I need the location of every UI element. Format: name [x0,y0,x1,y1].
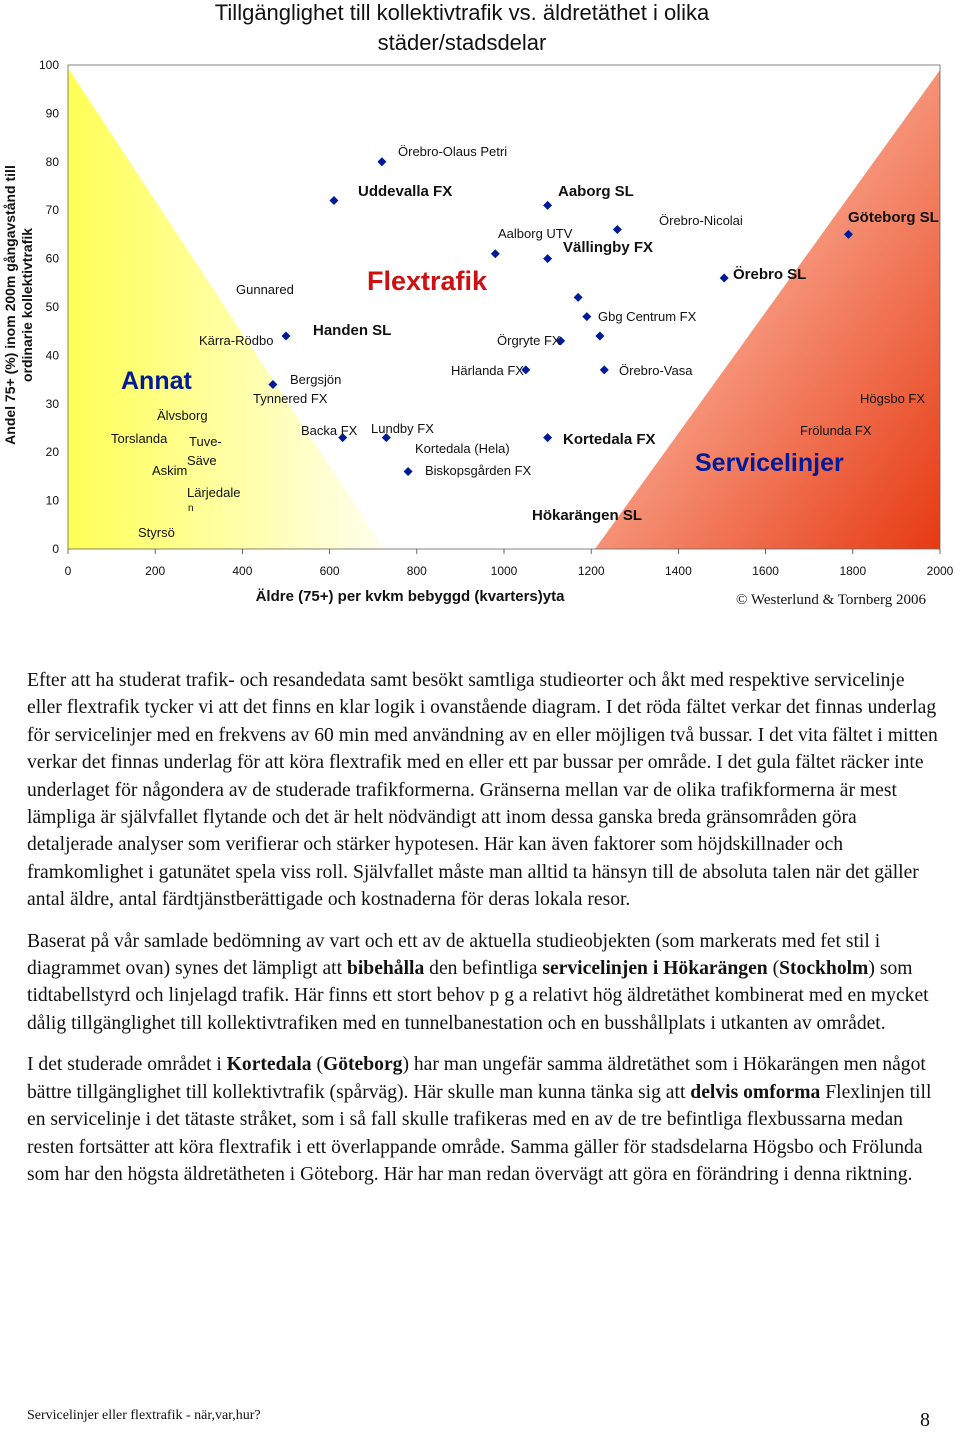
chart-title-line2: städer/stadsdelar [377,30,547,55]
x-tick-label: 600 [319,564,340,578]
y-tick-label: 40 [45,348,59,363]
point-label: Gbg Centrum FX [598,309,697,324]
text-run: Efter att ha studerat trafik- och resandedata samt besökt samtliga studieorter och åkt med respektive servicelinje eller flextrafik tycker vi att det finns en klar logik i ovanstående diagram. I det röda fältet verkar det finnas underlag för servicelinjer med en frekvens av 60 min med användning av en eller möjligen två bussar. I det vita fältet i mitten verkar det finnas underlag för att köra flextrafik med en eller ett par bussar per område. I det gula fältet räcker inte underlaget för någondera av de studerade trafikformerna. Gränserna mellan var de olika trafikformerna är mest lämpliga är självfallet flytande och det är helt nödvändigt att inom dessa ganska breda gränsområden göra detaljerade analyser som verifierar och stärker hypotesen. Här kan även faktorer som höjdskillnader och framkomlighet i gatunätet spela viss roll. Självfallet måste man alltid ta hänsyn till de absoluta talen när det gäller antal äldre, antal färdtjänstberättigade och kostnaderna för deras lokala resor. [27,670,938,911]
point-label: Kortedala (Hela) [415,441,510,456]
point-label: Hökarängen SL [532,507,643,524]
footer-title: Servicelinjer eller flextrafik - när,var,hur? [27,1408,261,1423]
point-label: Lundby FX [371,421,434,436]
point-label: Askim [152,463,188,478]
bold-text-run: Göteborg [323,1054,403,1076]
x-tick-label: 1000 [490,564,518,578]
y-tick-label: 70 [45,203,59,218]
x-tick-label: 1800 [839,564,867,578]
point-label: Aalborg UTV [498,226,573,241]
point-label: Örebro-Vasa [619,363,693,378]
x-tick-label: 1200 [577,564,605,578]
y-tick-label: 20 [45,445,59,460]
x-tick-label: 400 [232,564,253,578]
point-label: Backa FX [301,423,358,438]
point-label: Örgryte FX [497,333,561,348]
region-label-flextrafik: Flextrafik [367,266,488,296]
point-label: Kortedala FX [563,431,656,448]
point-label: Älvsborg [157,408,208,423]
point-label: Örebro-Olaus Petri [398,144,508,159]
paragraph [27,1051,939,1188]
point-label: Bergsjön [290,372,342,387]
point-label: Tuve- [189,434,222,449]
paragraph [27,667,939,914]
point-label: Lärjedale [187,485,241,500]
bold-text-run: Kortedala [226,1054,312,1076]
point-label: Tynnered FX [253,391,328,406]
paragraph [27,928,939,1038]
y-tick-label: 60 [45,251,59,266]
x-tick-label: 1400 [665,564,692,578]
x-tick-label: 2000 [926,564,954,578]
y-axis-label-line1: Andel 75+ (%) inom 200m gångavstånd till [2,165,18,445]
y-tick-label: 10 [45,493,59,508]
chart-title-line1: Tillgänglighet till kollektivtrafik vs. äldretäthet i olika [214,0,710,25]
point-label: Uddevalla FX [358,183,453,200]
copyright-note: © Westerlund & Tornberg 2006 [736,592,926,608]
page-number: 8 [920,1409,930,1431]
point-label: Aaborg SL [558,183,634,200]
chart [0,0,960,640]
x-axis-label: Äldre (75+) per kvkm bebyggd (kvarters)yta [255,588,565,605]
text-run: I det studerade området i [27,1054,227,1076]
x-tick-label: 800 [406,564,427,578]
bold-text-run: bibehålla [346,958,425,980]
text-run: den befintliga [424,958,543,980]
point-label: Göteborg SL [848,209,939,226]
point-label: Handen SL [313,322,392,339]
y-tick-label: 50 [45,300,59,314]
x-tick-label: 0 [64,564,72,578]
y-tick-label: 30 [45,396,59,411]
text-run: Baserat på vår samlade bedömning av vart och ett av de aktuella studieobjekten (som markerats med fet stil i diagrammet ovan) synes det lämpligt att [27,930,881,980]
body-text [27,667,939,1202]
region-label-servicelinjer: Servicelinjer [695,449,844,477]
point-label: Frölunda FX [800,423,872,438]
point-label: Örebro SL [733,266,807,283]
point-label: Härlanda FX [451,363,524,378]
point-label: Gunnared [236,282,294,297]
point-label: Torslanda [111,431,168,446]
y-tick-label: 80 [45,154,59,169]
text-run: ( [767,958,780,980]
point-label: Högsbo FX [860,391,926,406]
text-run: ) som tidtabellstyrd och linjelagd trafik. Här finns ett stort behov p g a relativt hög äldretäthet kombinerat med en mycket dålig tillgänglighet till kollektivtrafiken med en tunnelbanestation och en busshållplats i utkanten av området. [27,958,929,1034]
point-label: Kärra-Rödbo [199,333,274,348]
region-label-annat: Annat [121,367,192,395]
bold-text-run: Stockholm [779,958,869,980]
text-run: ) har man ungefär samma äldretäthet som i Hökarängen men något bättre tillgänglighet till kollektivtrafik (spårväg). Här skulle man kunna tänka sig att [27,1054,926,1103]
y-axis-label-line2: ordinarie kollektivtrafik [19,227,35,383]
bold-text-run: servicelinjen i Hökarängen [542,958,768,980]
y-tick-label: 100 [38,58,59,72]
point-label: Biskopsgården FX [425,463,532,478]
bold-text-run: delvis omforma [690,1081,821,1103]
point-label: Styrsö [138,525,175,540]
text-run: Flexlinjen till en servicelinje i det tätaste stråket, som i så fall skulle trafikeras med en av de tre befintliga flexbussarna medan resten fortsätter att köra flextrafik i ett överlappande område. Samma gäller för stadsdelarna Högsbo och Frölunda som har den högsta äldretätheten i Göteborg. Här har man redan övervägt att göra en förändring i denna riktning. [27,1081,932,1185]
point-label: Säve [187,453,217,468]
point-label: Vällingby FX [563,239,654,256]
point-label: Örebro-Nicolai [659,213,743,228]
x-tick-label: 200 [145,564,166,578]
text-run: ( [311,1054,323,1076]
y-tick-label: 0 [52,542,59,556]
y-tick-label: 90 [45,106,59,121]
point-label: n [188,503,194,514]
x-tick-label: 1600 [752,564,779,578]
